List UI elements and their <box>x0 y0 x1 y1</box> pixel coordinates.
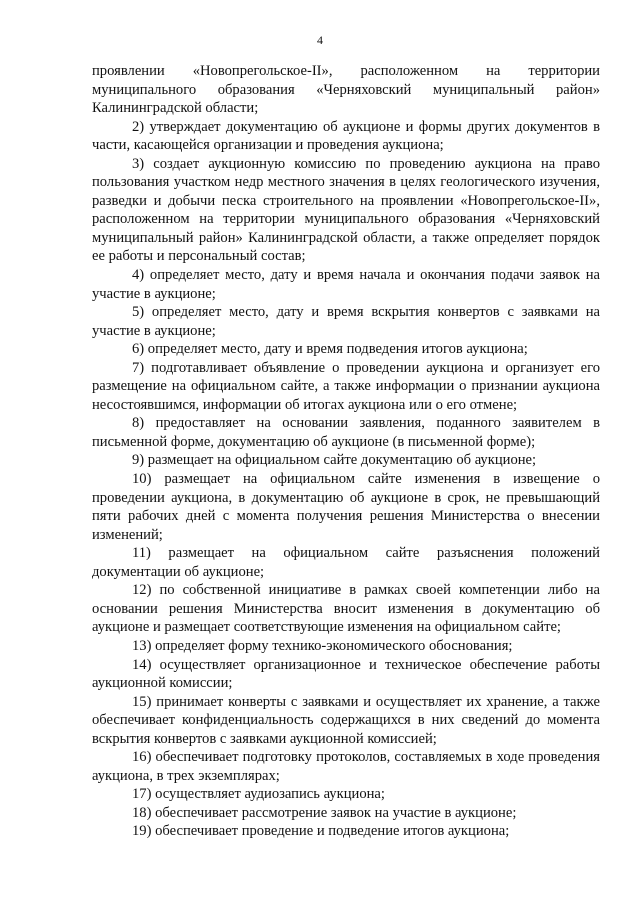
list-item-6: 6) определяет место, дату и время подведения итогов аукциона; <box>132 341 528 358</box>
list-item-14: 14) осуществляет организационное и техническое обеспечение работы аукционной комиссии; <box>92 656 600 692</box>
list-item-10: 10) размещает на официальном сайте изменения в извещение о проведении аукциона, в документацию об аукционе в срок, не превышающий пяти рабочих дней с момента получения решения Министерства о внесении изменений; <box>92 471 600 543</box>
list-item-11: 11) размещает на официальном сайте разъяснения положений документации об аукционе; <box>92 545 600 580</box>
list-item-5: 5) определяет место, дату и время вскрытия конвертов с заявками на участие в аукционе; <box>92 304 600 339</box>
list-item-4: 4) определяет место, дату и время начала и окончания подачи заявок на участие в аукционе; <box>92 267 600 302</box>
document-body <box>92 62 600 841</box>
page-number: 4 <box>317 33 323 47</box>
list-item-2: 2) утверждает документацию об аукционе и формы других документов в части, касающейся организации и проведения аукциона; <box>92 118 600 154</box>
list-item-9: 9) размещает на официальном сайте документацию об аукционе; <box>132 452 537 469</box>
list-item-16: 16) обеспечивает подготовку протоколов, составляемых в ходе проведения аукциона, в трех экземплярах; <box>92 749 600 784</box>
list-item-15: 15) принимает конверты с заявками и осуществляет их хранение, а также обеспечивает конфиденциальность содержащихся в них сведений до момента вскрытия конвертов с заявками аукционной комиссией; <box>92 693 600 747</box>
list-item-19: 19) обеспечивает проведение и подведение итогов аукциона; <box>132 823 510 840</box>
list-item-3: 3) создает аукционную комиссию по проведению аукциона на право пользования участком недр местного значения в целях геологического изучения, разведки и добычи песка строительного на проявлении «Новопрегольское-II», расположенном на территории муниципального образования «Черняховский муниципальный район» Калининградской области, а также определяет порядок ее работы и персональный состав; <box>92 155 600 265</box>
list-item-12: 12) по собственной инициативе в рамках своей компетенции либо на основании решения Министерства вносит изменения в документацию об аукционе и размещает соответствующие изменения на официальном сайте; <box>92 582 600 636</box>
list-item-7: 7) подготавливает объявление о проведении аукциона и организует его размещение на официальном сайте, а также информации о признании аукциона несостоявшимся, информации об итогах аукциона или о его отмене; <box>92 359 600 413</box>
paragraph-continuation: проявлении «Новопрегольское-II», расположенном на территории муниципального образования «Черняховский муниципальный район» Калининградской области; <box>92 63 600 117</box>
list-item-17: 17) осуществляет аудиозапись аукциона; <box>132 786 385 803</box>
list-item-13: 13) определяет форму технико-экономического обоснования; <box>132 637 513 654</box>
list-item-8: 8) предоставляет на основании заявления, поданного заявителем в письменной форме, документацию об аукционе (в письменной форме); <box>92 415 600 450</box>
list-item-18: 18) обеспечивает рассмотрение заявок на участие в аукционе; <box>132 804 517 821</box>
